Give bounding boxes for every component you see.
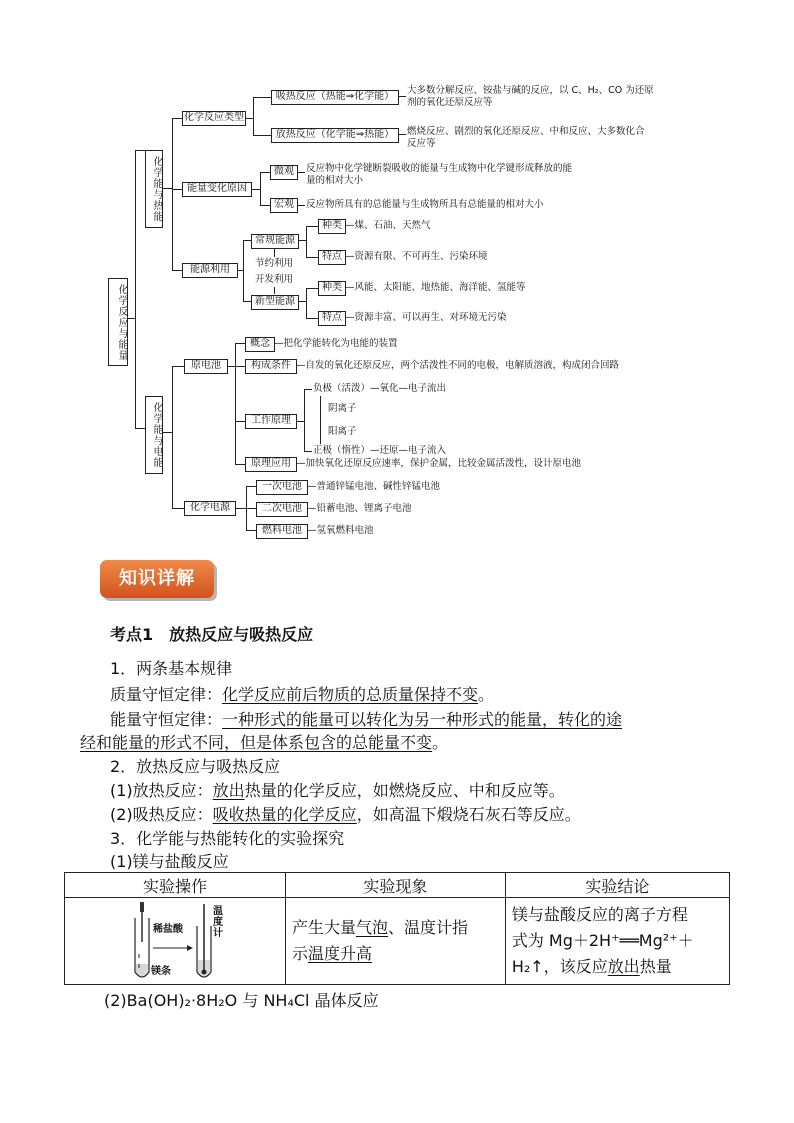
map-secondary-desc: —铅蓄电池、锂离子电池 — [307, 503, 412, 514]
para-experiment-heading: 3．化学能与热能转化的实验探究 — [110, 829, 345, 848]
map-exothermic: 放热反应（化学能⇒热能） — [271, 128, 399, 143]
map-conditions: 构成条件 — [245, 359, 297, 374]
map-energy-usage: 能源利用 — [182, 263, 238, 278]
table-row — [65, 898, 730, 985]
fig-label-acid: 稀盐酸 — [153, 924, 183, 935]
map-endothermic: 吸热反应（热能⇒化学能） — [271, 90, 399, 105]
map-anion: 阴离子 — [328, 403, 357, 414]
para-endothermic: (2)吸热反应：吸收热量的化学反应，如高温下煅烧石灰石等反应。 — [110, 805, 581, 824]
table-header: 实验操作 — [65, 873, 286, 898]
map-new-kind: 种类 — [318, 281, 346, 296]
para-laws-heading: 1．两条基本规律 — [110, 659, 233, 678]
map-fuel-cell: 燃料电池 — [256, 524, 308, 539]
map-principle: 工作原理 — [245, 414, 297, 429]
map-primary-desc: —普通锌锰电池、碱性锌锰电池 — [307, 481, 441, 492]
map-endo-desc: 大多数分解反应、铵盐与碱的反应，以 C、H₂、CO 为还原 — [407, 85, 654, 96]
para-energy-law-cont: 经和能量的形式不同，但是体系包含的总能量不变。 — [80, 733, 449, 752]
map-fuel-desc: —氢氧燃料电池 — [307, 525, 374, 536]
map-branch-electric: 化学能与电能 — [145, 396, 163, 474]
section-banner: 知识详解 — [100, 560, 214, 598]
map-conv-kind-desc: —煤、石油、天然气 — [345, 220, 431, 231]
map-branch-heat: 化学能与热能 — [145, 150, 163, 228]
map-primary-battery: 一次电池 — [256, 480, 308, 495]
table-header: 实验结论 — [505, 873, 729, 898]
para-baoh2-nh4cl: (2)Ba(OH)₂·8H₂O 与 NH₄Cl 晶体反应 — [104, 991, 379, 1010]
para-mass-law: 质量守恒定律：化学反应前后物质的总质量保持不变。 — [110, 685, 495, 704]
para-mg-hcl: (1)镁与盐酸反应 — [110, 852, 229, 871]
map-exo-desc-2: 反应等 — [407, 138, 436, 149]
map-conditions-desc: —自发的氧化还原反应，两个活泼性不同的电极，电解质溶液，构成闭合回路 — [296, 360, 620, 371]
experiment-figure-cell — [65, 898, 286, 985]
conclusion-cell: 镁与盐酸反应的离子方程 式为 Mg＋2H⁺══Mg²⁺＋ H₂↑，该反应放出热量 — [505, 898, 729, 985]
map-energy-cause: 能量变化原因 — [182, 182, 252, 197]
map-new-kind-desc: —风能、太阳能、地热能、海洋能、氢能等 — [345, 282, 526, 293]
map-positive-electrode: 正极（惰性）—还原—电子流入 — [313, 445, 447, 456]
map-application-desc: —加快氧化还原反应速率，保护金属，比较金属活泼性，设计原电池 — [296, 458, 582, 469]
experiment-table — [64, 872, 730, 985]
map-cation: 阳离子 — [328, 426, 357, 437]
table-header: 实验现象 — [286, 873, 506, 898]
map-power-source: 化学电源 — [184, 501, 236, 516]
map-secondary-battery: 二次电池 — [256, 502, 308, 517]
map-root: 化学反应与能量 — [108, 278, 128, 366]
test-tube-diagram — [65, 898, 285, 984]
fig-label-mg: 镁条 — [151, 966, 171, 977]
map-exo-desc: 燃烧反应、剧烈的氧化还原反应、中和反应、大多数化合 — [407, 126, 645, 137]
map-concept: 概念 — [245, 337, 275, 352]
map-new-feature-desc: —资源丰富、可以再生、对环境无污染 — [345, 312, 507, 323]
section-title: 考点1 放热反应与吸热反应 — [110, 625, 314, 644]
map-conv-feature-desc: —资源有限、不可再生、污染环境 — [345, 251, 488, 262]
map-macro-desc: 反应物所具有的总能量与生成物所具有总能量的相对大小 — [306, 199, 544, 210]
map-new-energy: 新型能源 — [251, 295, 299, 310]
map-conv-kind: 种类 — [318, 219, 346, 234]
map-reaction-types: 化学反应类型 — [182, 111, 246, 126]
map-develop: 开发利用 — [255, 274, 294, 285]
map-new-feature: 特点 — [318, 311, 346, 326]
map-micro: 微观 — [270, 165, 298, 180]
para-energy-law: 能量守恒定律：一种形式的能量可以转化为另一种形式的能量，转化的途 — [110, 710, 623, 729]
map-endo-desc-2: 剂的氧化还原反应等 — [407, 97, 493, 108]
para-exo-endo-heading: 2．放热反应与吸热反应 — [110, 757, 281, 776]
table-header-row — [65, 873, 730, 898]
map-micro-desc-2: 量的相对大小 — [306, 175, 364, 186]
map-micro-desc: 反应物中化学键断裂吸收的能量与生成物中化学键形成释放的能 — [306, 163, 573, 174]
map-galvanic-cell: 原电池 — [184, 359, 228, 374]
fig-label-thermometer: 温度计 — [213, 906, 223, 939]
map-application: 原理应用 — [245, 457, 297, 472]
map-negative-electrode: 负极（活泼）—氧化—电子流出 — [313, 383, 447, 394]
map-macro: 宏观 — [270, 198, 298, 213]
observation-cell: 产生大量气泡、温度计指 示温度升高 — [286, 898, 506, 985]
map-save: 节约利用 — [255, 258, 294, 269]
map-conventional: 常规能源 — [251, 234, 299, 249]
para-exothermic: (1)放热反应：放出热量的化学反应，如燃烧反应、中和反应等。 — [110, 781, 565, 800]
map-concept-desc: —把化学能转化为电能的装置 — [274, 338, 398, 349]
map-conv-feature: 特点 — [318, 250, 346, 265]
